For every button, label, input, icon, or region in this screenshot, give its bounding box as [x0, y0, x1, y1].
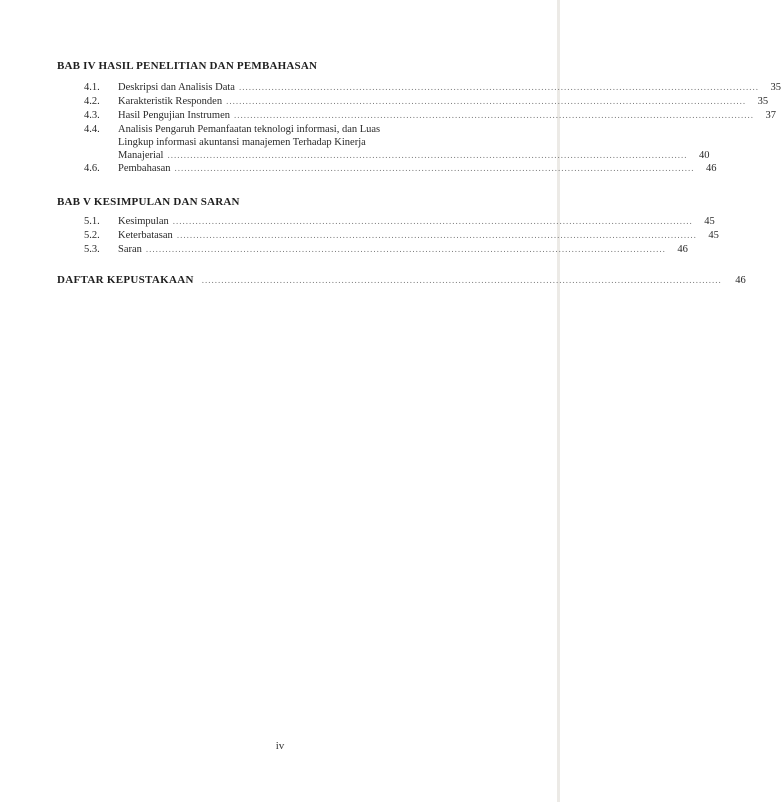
entry-number: 4.2.: [84, 96, 100, 107]
toc-entry: [84, 215, 715, 228]
entry-title-line-1: Analisis Pengaruh Pemanfaatan teknologi informasi, dan Luas: [118, 124, 381, 135]
toc-entry: [84, 109, 776, 122]
dot-leader: ................................................................................................................................................................: [172, 216, 693, 226]
entry-title: Kesimpulan: [118, 216, 169, 227]
entry-page: 35: [757, 96, 769, 107]
entry-page: 46: [677, 244, 688, 255]
entry-title: Pembahasan: [118, 163, 171, 174]
entry-title: Hasil Pengujian Instrumen: [118, 110, 230, 121]
entry-number: 4.6.: [84, 163, 100, 174]
dot-leader: ................................................................................................................................................................: [176, 230, 697, 240]
dot-leader: ................................................................................................................................................................: [226, 96, 747, 106]
toc-entry: [84, 229, 719, 242]
entry-number: 5.2.: [84, 230, 100, 241]
entry-number: 5.3.: [84, 244, 100, 255]
entry-last-line: [118, 149, 710, 162]
toc-entry: [84, 243, 688, 256]
entry-page: 46: [706, 163, 717, 174]
toc-entry-multiline: [84, 123, 710, 162]
chapter-heading-4: BAB IV HASIL PENELITIAN DAN PEMBAHASAN: [57, 60, 318, 72]
bibliography-heading: DAFTAR KEPUSTAKAAN: [57, 274, 194, 286]
dot-leader: ................................................................................................................................................................: [174, 163, 695, 173]
entry-page: 45: [708, 230, 719, 241]
entry-title-line-2: Lingkup informasi akuntansi manajemen Terhadap Kinerja: [118, 137, 366, 148]
dot-leader: ................................................................................................................................................................: [233, 110, 754, 120]
entry-title: Deskripsi dan Analisis Data: [118, 82, 235, 93]
entry-number: 4.4.: [84, 124, 100, 135]
dot-leader: ................................................................................................................................................................: [145, 244, 666, 254]
page-number-footer: iv: [275, 740, 285, 752]
entry-number: 4.3.: [84, 110, 100, 121]
entry-page: 37: [765, 110, 776, 121]
dot-leader: ................................................................................................................................................................: [201, 275, 722, 285]
entry-title: Karakteristik Responden: [118, 96, 223, 107]
dot-leader: ................................................................................................................................................................: [238, 82, 759, 92]
toc-entry: [84, 81, 781, 94]
entry-title: Saran: [118, 244, 142, 255]
entry-page: 40: [698, 150, 710, 161]
toc-entry: [84, 95, 769, 108]
entry-page: 35: [770, 82, 781, 93]
entry-number: 5.1.: [84, 216, 100, 227]
bibliography-entry: [57, 274, 746, 286]
bibliography-page: 46: [735, 275, 746, 286]
entry-page: 45: [704, 216, 715, 227]
entry-title-line-3: Manajerial: [118, 150, 164, 161]
entry-number: 4.1.: [84, 82, 100, 93]
dot-leader: ................................................................................................................................................................: [167, 150, 688, 160]
chapter-heading-5: BAB V KESIMPULAN DAN SARAN: [57, 196, 240, 208]
toc-entry: [84, 162, 717, 175]
entry-title: Keterbatasan: [118, 230, 173, 241]
